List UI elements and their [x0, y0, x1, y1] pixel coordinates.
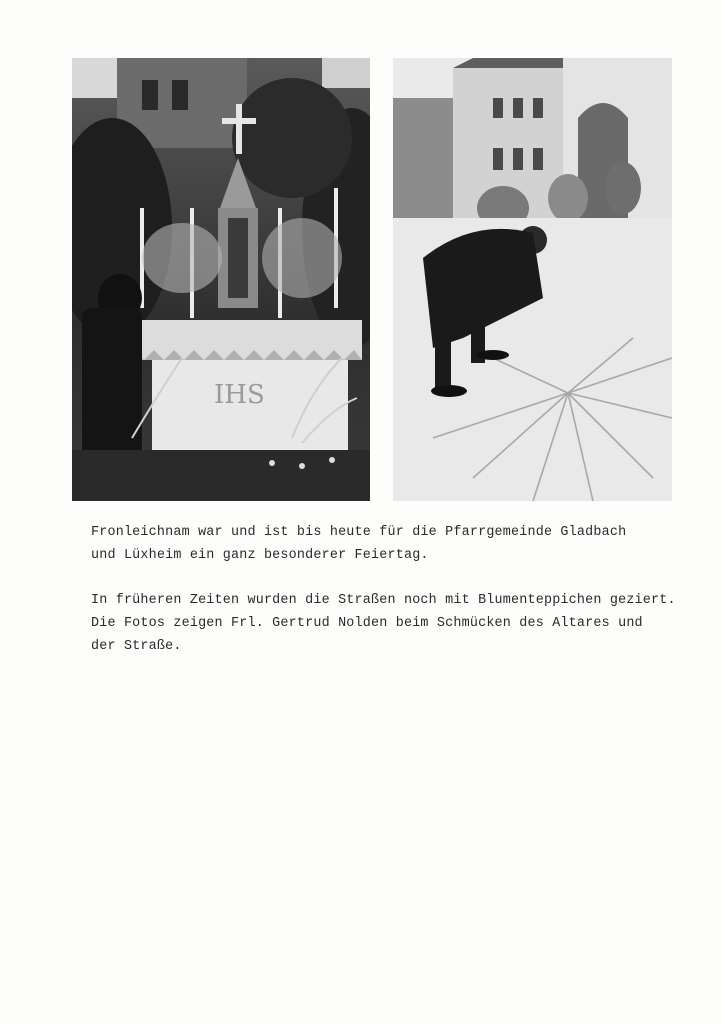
caption-line: Die Fotos zeigen Frl. Gertrud Nolden beim Schmücken des Altares und — [91, 616, 643, 631]
altar-photo — [72, 58, 370, 501]
caption-line: In früheren Zeiten wurden die Straßen noch mit Blumenteppichen geziert. — [91, 593, 676, 608]
altar-monogram: IHS — [214, 380, 265, 410]
caption-line: Fronleichnam war und ist bis heute für die Pfarrgemeinde Gladbach — [91, 525, 627, 540]
caption-paragraph-2 — [91, 589, 711, 658]
altar-photo-image — [72, 58, 370, 501]
street-photo-image — [393, 58, 672, 501]
caption-line: der Straße. — [91, 639, 182, 654]
street-photo — [393, 58, 672, 501]
caption-paragraph-1 — [91, 521, 711, 567]
caption-line: und Lüxheim ein ganz besonderer Feiertag. — [91, 548, 429, 563]
